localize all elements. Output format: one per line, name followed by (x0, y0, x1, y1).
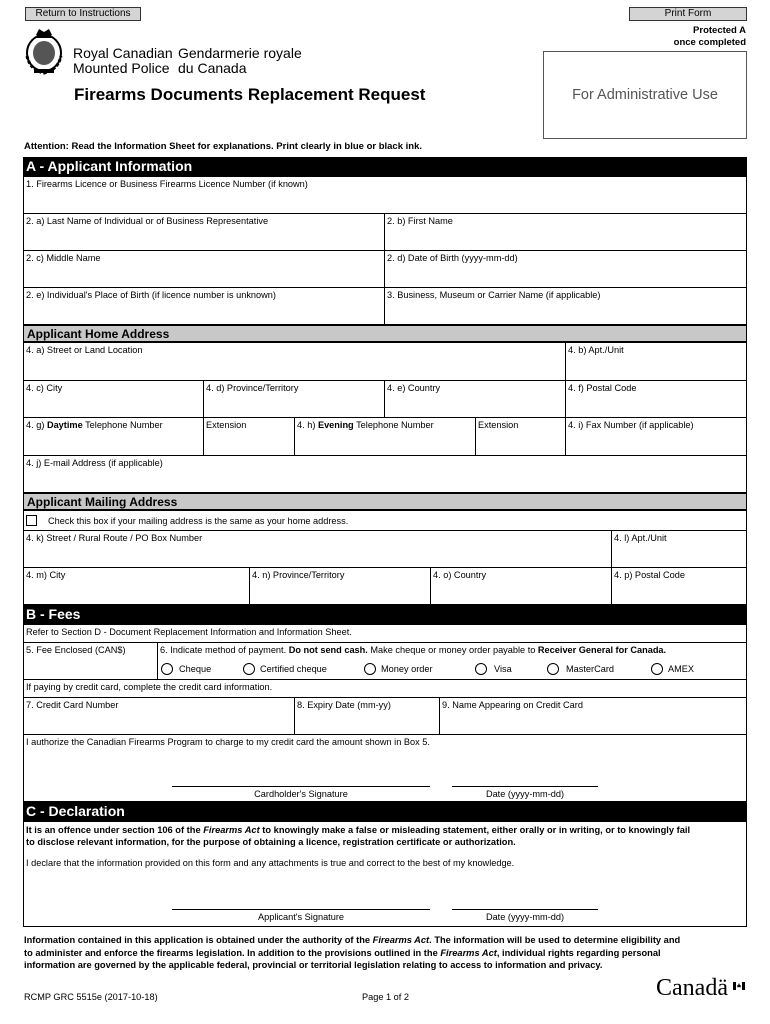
daytime-suffix: Telephone Number (82, 420, 163, 430)
credit-note: If paying by credit card, complete the credit card information. (26, 682, 273, 692)
org-fr-line1: Gendarmerie royale (178, 45, 302, 61)
field-mail-apt[interactable] (611, 530, 747, 568)
field-fax[interactable] (565, 417, 747, 456)
mail-country-label: 4. o) Country (433, 570, 487, 580)
applicant-signature-line[interactable] (172, 909, 430, 910)
postal-code-label: 4. f) Postal Code (568, 383, 637, 393)
last-name-label: 2. a) Last Name of Individual or of Business Representative (26, 216, 269, 226)
country-label: 4. e) Country (387, 383, 441, 393)
field-daytime-phone[interactable] (23, 417, 204, 456)
protected-notice (674, 25, 746, 49)
field-province[interactable] (203, 380, 385, 418)
section-b-header: B - Fees (23, 605, 747, 624)
evening-bold: Evening (317, 420, 354, 430)
email-label: 4. j) E-mail Address (if applicable) (26, 458, 163, 468)
applicant-date-label: Date (yyyy-mm-dd) (485, 912, 565, 922)
section-c-header: C - Declaration (23, 802, 747, 821)
org-en-line2: Mounted Police (73, 60, 170, 76)
refer-note: Refer to Section D - Document Replacement Information and Information Sheet. (26, 627, 352, 637)
mastercard-label: MasterCard (566, 664, 614, 674)
privacy-2b: Firearms Act (440, 947, 497, 958)
same-address-row (23, 510, 747, 530)
declaration-text: I declare that the information provided on this form and any attachments is true and correct to the best of my knowledge. (26, 858, 515, 868)
cardholder-date-line[interactable] (452, 786, 598, 787)
field-mail-postal[interactable] (611, 567, 747, 605)
fax-label: 4. i) Fax Number (if applicable) (568, 420, 694, 430)
middle-name-label: 2. c) Middle Name (26, 253, 101, 263)
certified-cheque-label: Certified cheque (260, 664, 327, 674)
applicant-date-line[interactable] (452, 909, 598, 910)
rcmp-crest-icon (22, 26, 66, 76)
field-business-name[interactable] (384, 287, 747, 325)
canada-wordmark: Canadä (656, 975, 728, 1001)
field-mail-province[interactable] (249, 567, 431, 605)
offence-line1 (26, 824, 744, 836)
admin-box (543, 51, 747, 139)
field-email[interactable] (23, 455, 747, 493)
mail-province-label: 4. n) Province/Territory (252, 570, 345, 580)
cardholder-date-label: Date (yyyy-mm-dd) (485, 789, 565, 799)
city-label: 4. c) City (26, 383, 63, 393)
protected-label: Protected A (693, 25, 746, 36)
authorization-text: I authorize the Canadian Firearms Program to charge to my credit card the amount shown in Box 5. (26, 737, 430, 747)
privacy-1a: Information contained in this application is obtained under the authority of the (24, 935, 373, 945)
once-completed-label: once completed (673, 37, 746, 48)
field-mail-country[interactable] (430, 567, 612, 605)
field-daytime-extension[interactable] (203, 417, 295, 456)
amex-label: AMEX (668, 664, 695, 674)
field-name-on-card[interactable] (439, 697, 747, 735)
cardholder-signature-label: Cardholder's Signature (254, 789, 348, 799)
privacy-line1 (24, 934, 748, 947)
org-name-fr (178, 46, 302, 76)
daytime-phone-label (26, 420, 163, 430)
street-label: 4. a) Street or Land Location (26, 345, 143, 355)
radio-money-order[interactable] (364, 663, 376, 675)
no-cash-bold: Do not send cash. (288, 645, 368, 655)
radio-amex[interactable] (651, 663, 663, 675)
privacy-line3: information are governed by the applicable federal, provincial or territorial legislation relating to access to information and privacy. (24, 960, 603, 970)
print-form-button[interactable]: Print Form (629, 7, 747, 21)
evening-extension-label: Extension (478, 420, 519, 430)
radio-cheque[interactable] (161, 663, 173, 675)
offence-act: Firearms Act (203, 825, 260, 835)
field-licence-number[interactable] (23, 176, 747, 214)
privacy-2a: to administer and enforce the firearms legislation. In addition to the provisions outlined in the (24, 947, 441, 958)
licence-number-label: 1. Firearms Licence or Business Firearms Licence Number (if known) (26, 179, 308, 189)
field-fee-enclosed[interactable] (23, 642, 158, 680)
offence-line2: to disclose relevant information, for the purpose of obtaining a licence, registration certificate or authorization. (26, 837, 516, 847)
mailing-address-header: Applicant Mailing Address (23, 493, 747, 510)
field-last-name[interactable] (23, 213, 385, 251)
mail-postal-label: 4. p) Postal Code (614, 570, 685, 580)
admin-label: For Administrative Use (572, 87, 718, 103)
refer-note-row (23, 624, 747, 643)
privacy-1b: Firearms Act (372, 935, 430, 945)
privacy-2c: , individual rights regarding personal (496, 947, 661, 958)
return-to-instructions-button[interactable]: Return to Instructions (25, 7, 141, 21)
field-date-of-birth[interactable] (384, 250, 747, 288)
form-title: Firearms Documents Replacement Request (74, 85, 426, 104)
mail-city-label: 4. m) City (26, 570, 66, 580)
offence-suffix: to knowingly make a false or misleading statement, either orally or in writing, or to knowingly fail (259, 825, 691, 835)
payment-mid: Make cheque or money order payable to (367, 645, 538, 655)
daytime-prefix: 4. g) (26, 420, 47, 430)
applicant-signature-label: Applicant's Signature (257, 912, 345, 922)
evening-prefix: 4. h) (297, 420, 318, 430)
field-place-of-birth[interactable] (23, 287, 385, 325)
field-credit-card-number[interactable] (23, 697, 295, 735)
visa-label: Visa (494, 664, 512, 674)
field-street[interactable] (23, 342, 566, 381)
money-order-label: Money order (381, 664, 433, 674)
field-first-name[interactable] (384, 213, 747, 251)
field-middle-name[interactable] (23, 250, 385, 288)
cardholder-signature-line[interactable] (172, 786, 430, 787)
org-fr-line2: du Canada (178, 60, 247, 76)
mail-apt-label: 4. l) Apt./Unit (614, 533, 667, 543)
field-mail-street[interactable] (23, 530, 612, 568)
receiver-general-bold: Receiver General for Canada. (537, 645, 667, 655)
name-on-card-label: 9. Name Appearing on Credit Card (442, 700, 583, 710)
radio-visa[interactable] (475, 663, 487, 675)
credit-card-number-label: 7. Credit Card Number (26, 700, 119, 710)
offence-warning (26, 824, 744, 848)
evening-phone-label (297, 420, 434, 430)
daytime-extension-label: Extension (206, 420, 247, 430)
expiry-date-label: 8. Expiry Date (mm-yy) (297, 700, 391, 710)
canada-flag-icon (733, 977, 745, 985)
field-mail-city[interactable] (23, 567, 250, 605)
apt-unit-label: 4. b) Apt./Unit (568, 345, 624, 355)
privacy-1c: . The information will be used to determine eligibility and (429, 935, 681, 945)
business-name-label: 3. Business, Museum or Carrier Name (if applicable) (387, 290, 601, 300)
attention-note: Attention: Read the Information Sheet for explanations. Print clearly in blue or black ink. (24, 141, 423, 152)
payment-method-label (160, 645, 666, 655)
first-name-label: 2. b) First Name (387, 216, 453, 226)
field-postal-code[interactable] (565, 380, 747, 418)
field-expiry-date[interactable] (294, 697, 440, 735)
field-evening-extension[interactable] (475, 417, 566, 456)
home-address-header: Applicant Home Address (23, 325, 747, 342)
offence-prefix: It is an offence under section 106 of the (26, 825, 204, 835)
page-number: Page 1 of 2 (362, 992, 409, 1002)
form-id: RCMP GRC 5515e (2017-10-18) (24, 992, 158, 1002)
date-of-birth-label: 2. d) Date of Birth (yyyy-mm-dd) (387, 253, 518, 263)
evening-suffix: Telephone Number (353, 420, 434, 430)
radio-mastercard[interactable] (547, 663, 559, 675)
privacy-line2 (24, 947, 748, 960)
payment-prefix: 6. Indicate method of payment. (160, 645, 289, 655)
field-apt-unit[interactable] (565, 342, 747, 381)
credit-note-row (23, 679, 747, 698)
org-name-en (73, 46, 173, 76)
place-of-birth-label: 2. e) Individual's Place of Birth (if licence number is unknown) (26, 290, 276, 300)
same-address-label: Check this box if your mailing address is the same as your home address. (48, 516, 349, 526)
field-evening-phone[interactable] (294, 417, 476, 456)
section-a-header: A - Applicant Information (23, 157, 747, 176)
same-address-checkbox[interactable] (26, 515, 37, 526)
daytime-bold: Daytime (46, 420, 83, 430)
org-en-line1: Royal Canadian (73, 45, 173, 61)
privacy-notice (24, 934, 748, 972)
mail-street-label: 4. k) Street / Rural Route / PO Box Number (26, 533, 203, 543)
province-label: 4. d) Province/Territory (206, 383, 299, 393)
field-city[interactable] (23, 380, 204, 418)
field-country[interactable] (384, 380, 566, 418)
radio-certified-cheque[interactable] (243, 663, 255, 675)
cheque-label: Cheque (179, 664, 212, 674)
fee-enclosed-label: 5. Fee Enclosed (CAN$) (26, 645, 126, 655)
